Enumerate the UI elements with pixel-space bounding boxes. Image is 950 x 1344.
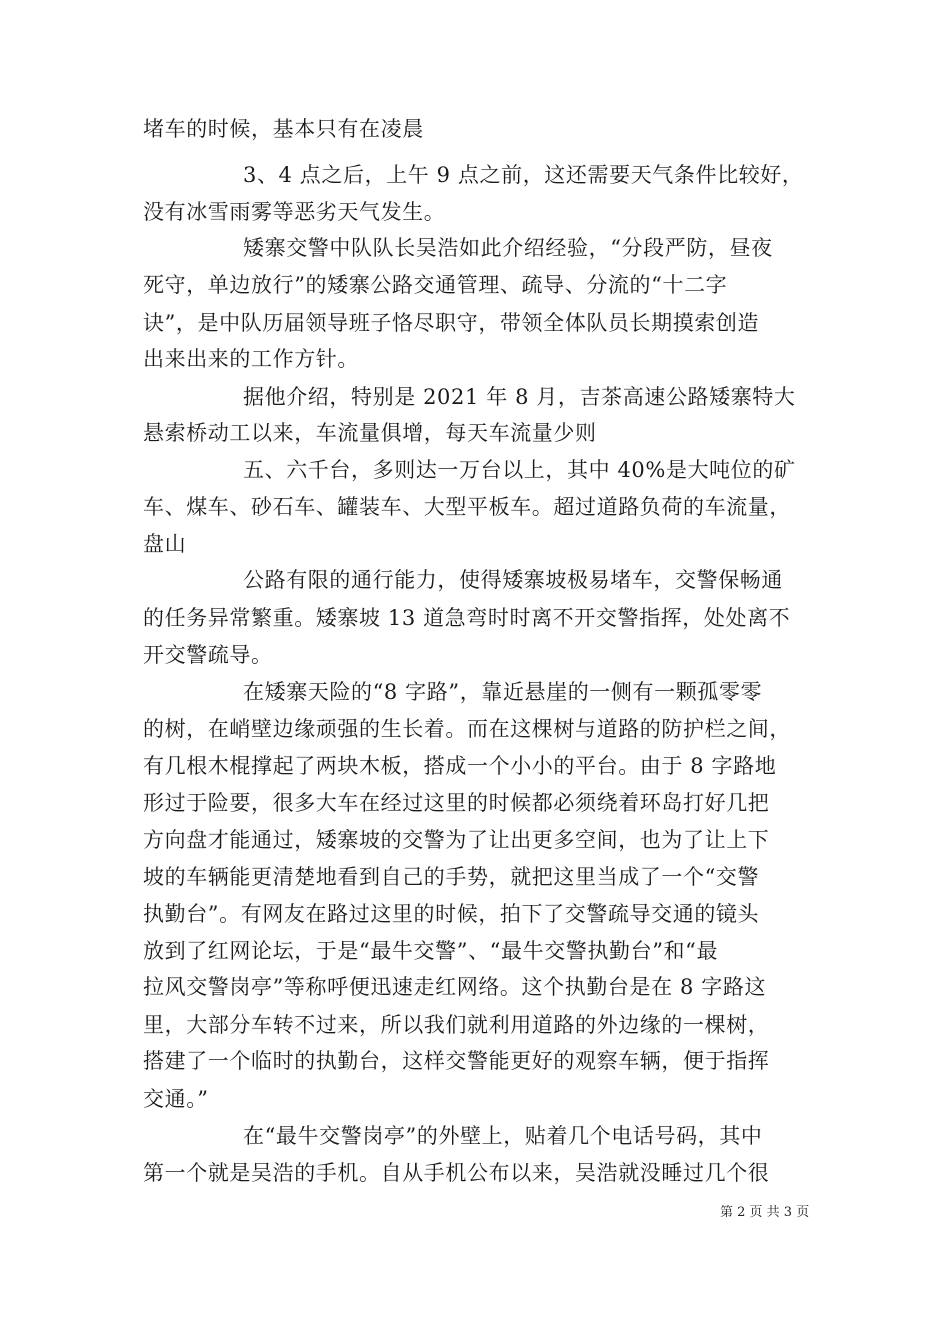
text-line-14: 的任务异常繁重。矮寨坡 13 道急弯时时离不开交警指挥，处处离不: [143, 606, 791, 630]
text-line-25: 里，大部分车转不过来，所以我们就利用道路的外边缘的一棵树，: [143, 1013, 770, 1037]
text-line-16: 在矮寨天险的“8 字路”，靠近悬崖的一侧有一颗孤零零: [243, 680, 763, 704]
text-line-12: 盘山: [143, 532, 187, 556]
text-line-21: 坡的车辆能更清楚地看到自己的手势，就把这里当成了一个“交警: [143, 865, 760, 889]
page-number-footer: 第 2 页 共 3 页: [720, 1205, 810, 1220]
text-line-8: 据他介绍，特别是 2021 年 8 月，吉茶高速公路矮寨特大: [243, 385, 796, 409]
text-line-5: 死守，单边放行”的矮寨公路交通管理、疏导、分流的“十二字: [143, 273, 728, 297]
text-line-24: 拉风交警岗亭”等称呼便迅速走红网络。这个执勤台是在 8 字路这: [143, 975, 767, 999]
text-line-4: 矮寨交警中队队长吴浩如此介绍经验，“分段严防，昼夜: [243, 236, 773, 260]
text-line-23: 放到了红网论坛，于是“最牛交警”、“最牛交警执勤台”和“最: [143, 939, 719, 963]
text-line-1: 堵车的时候，基本只有在凌晨: [143, 117, 424, 141]
text-line-20: 方向盘才能通过，矮寨坡的交警为了让出更多空间，也为了让上下: [143, 828, 770, 852]
text-line-7: 出来出来的工作方针。: [143, 347, 359, 371]
text-line-13: 公路有限的通行能力，使得矮寨坡极易堵车，交警保畅通: [243, 568, 783, 592]
text-line-17: 的树，在峭壁边缘顽强的生长着。而在这棵树与道路的防护栏之间，: [143, 717, 791, 741]
text-line-28: 在“最牛交警岗亭”的外壁上，贴着几个电话号码，其中: [243, 1124, 763, 1148]
text-line-29: 第一个就是吴浩的手机。自从手机公布以来，吴浩就没睡过几个很: [143, 1161, 770, 1185]
text-line-3: 没有冰雪雨雾等恶劣天气发生。: [143, 200, 446, 224]
text-line-22: 执勤台”。有网友在路过这里的时候，拍下了交警疏导交通的镜头: [143, 902, 760, 926]
text-line-2: 3、4 点之后，上午 9 点之前，这还需要天气条件比较好，: [243, 163, 804, 187]
text-line-10: 五、六千台，多则达一万台以上，其中 40%是大吨位的矿: [243, 458, 796, 482]
text-line-15: 开交警疏导。: [143, 643, 273, 667]
text-line-18: 有几根木棍撑起了两块木板，搭成一个小小的平台。由于 8 字路地: [143, 754, 777, 778]
text-line-6: 诀”，是中队历届领导班子恪尽职守，带领全体队员长期摸索创造: [143, 311, 760, 335]
text-line-26: 搭建了一个临时的执勤台，这样交警能更好的观察车辆，便于指挥: [143, 1049, 770, 1073]
text-line-11: 车、煤车、砂石车、罐装车、大型平板车。超过道路负荷的车流量，: [143, 495, 791, 519]
text-line-27: 交通。”: [143, 1087, 209, 1111]
text-line-19: 形过于险要，很多大车在经过这里的时候都必须绕着环岛打好几把: [143, 791, 770, 815]
text-line-9: 悬索桥动工以来，车流量俱增，每天车流量少则: [143, 421, 597, 445]
